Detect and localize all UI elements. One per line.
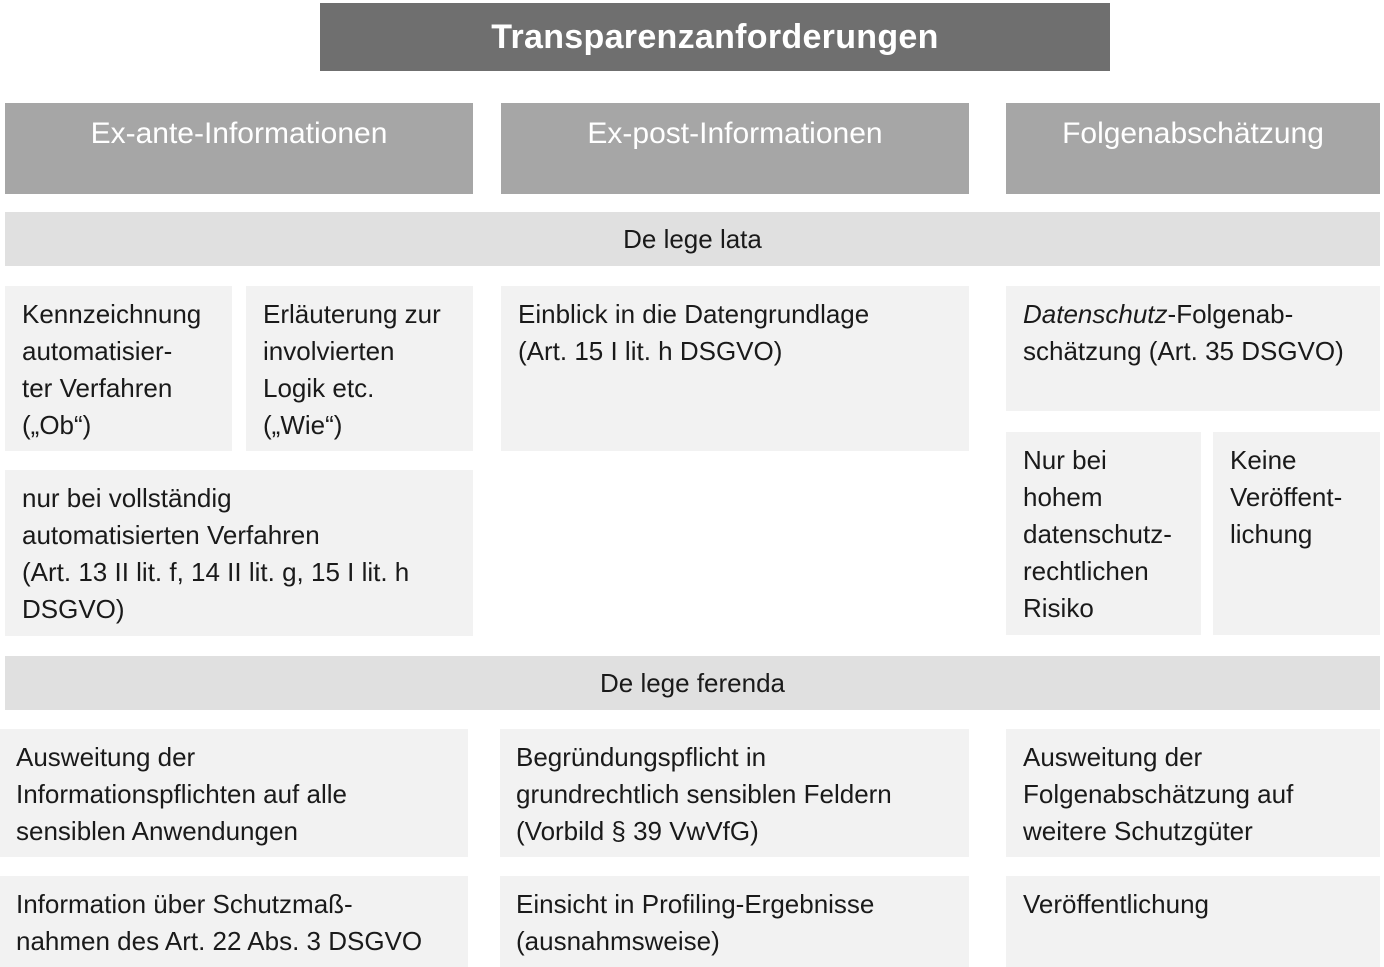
column-header-ex-ante: Ex-ante-Informationen	[5, 103, 473, 194]
cell-dsfa-rest: -Folgenab- schätzung (Art. 35 DSGVO)	[1023, 299, 1344, 366]
cell-information-schutzmassnahmen: Information über Schutzmaß- nahmen des Art. 22 Abs. 3 DSGVO	[0, 876, 468, 967]
cell-einsicht-profiling: Einsicht in Profiling-Ergebnisse (ausnahmsweise)	[500, 876, 969, 967]
cell-veroeffentlichung: Veröffentlichung	[1006, 876, 1380, 967]
cell-ausweitung-folgenabschaetzung: Ausweitung der Folgenabschätzung auf weitere Schutzgüter	[1006, 729, 1380, 857]
cell-erlaeuterung: Erläuterung zur involvierten Logik etc. („Wie“)	[246, 286, 473, 451]
diagram-title: Transparenzanforderungen	[320, 3, 1110, 71]
column-header-folgenabschaetzung: Folgenabschätzung	[1006, 103, 1380, 194]
cell-begruendungspflicht: Begründungspflicht in grundrechtlich sensiblen Feldern (Vorbild § 39 VwVfG)	[500, 729, 969, 857]
cell-ausweitung-informationspflichten: Ausweitung der Informationspflichten auf alle sensiblen Anwendungen	[0, 729, 468, 857]
cell-kennzeichnung: Kennzeichnung automatisier- ter Verfahren („Ob“)	[5, 286, 232, 451]
cell-datenschutz-folgenabschaetzung	[1006, 286, 1380, 411]
band-de-lege-ferenda: De lege ferenda	[5, 656, 1380, 710]
cell-nur-bei-hohem-risiko: Nur bei hohem datenschutz- rechtlichen Risiko	[1006, 432, 1201, 635]
cell-keine-veroeffentlichung: Keine Veröffent- lichung	[1213, 432, 1380, 635]
column-header-ex-post: Ex-post-Informationen	[501, 103, 969, 194]
band-de-lege-lata: De lege lata	[5, 212, 1380, 266]
cell-einblick-datengrundlage: Einblick in die Datengrundlage (Art. 15 I lit. h DSGVO)	[501, 286, 969, 451]
cell-nur-bei-vollstaendig: nur bei vollständig automatisierten Verfahren (Art. 13 II lit. f, 14 II lit. g, 15 I lit. h DSGVO)	[5, 470, 473, 636]
cell-dsfa-italic: Datenschutz	[1023, 299, 1168, 329]
